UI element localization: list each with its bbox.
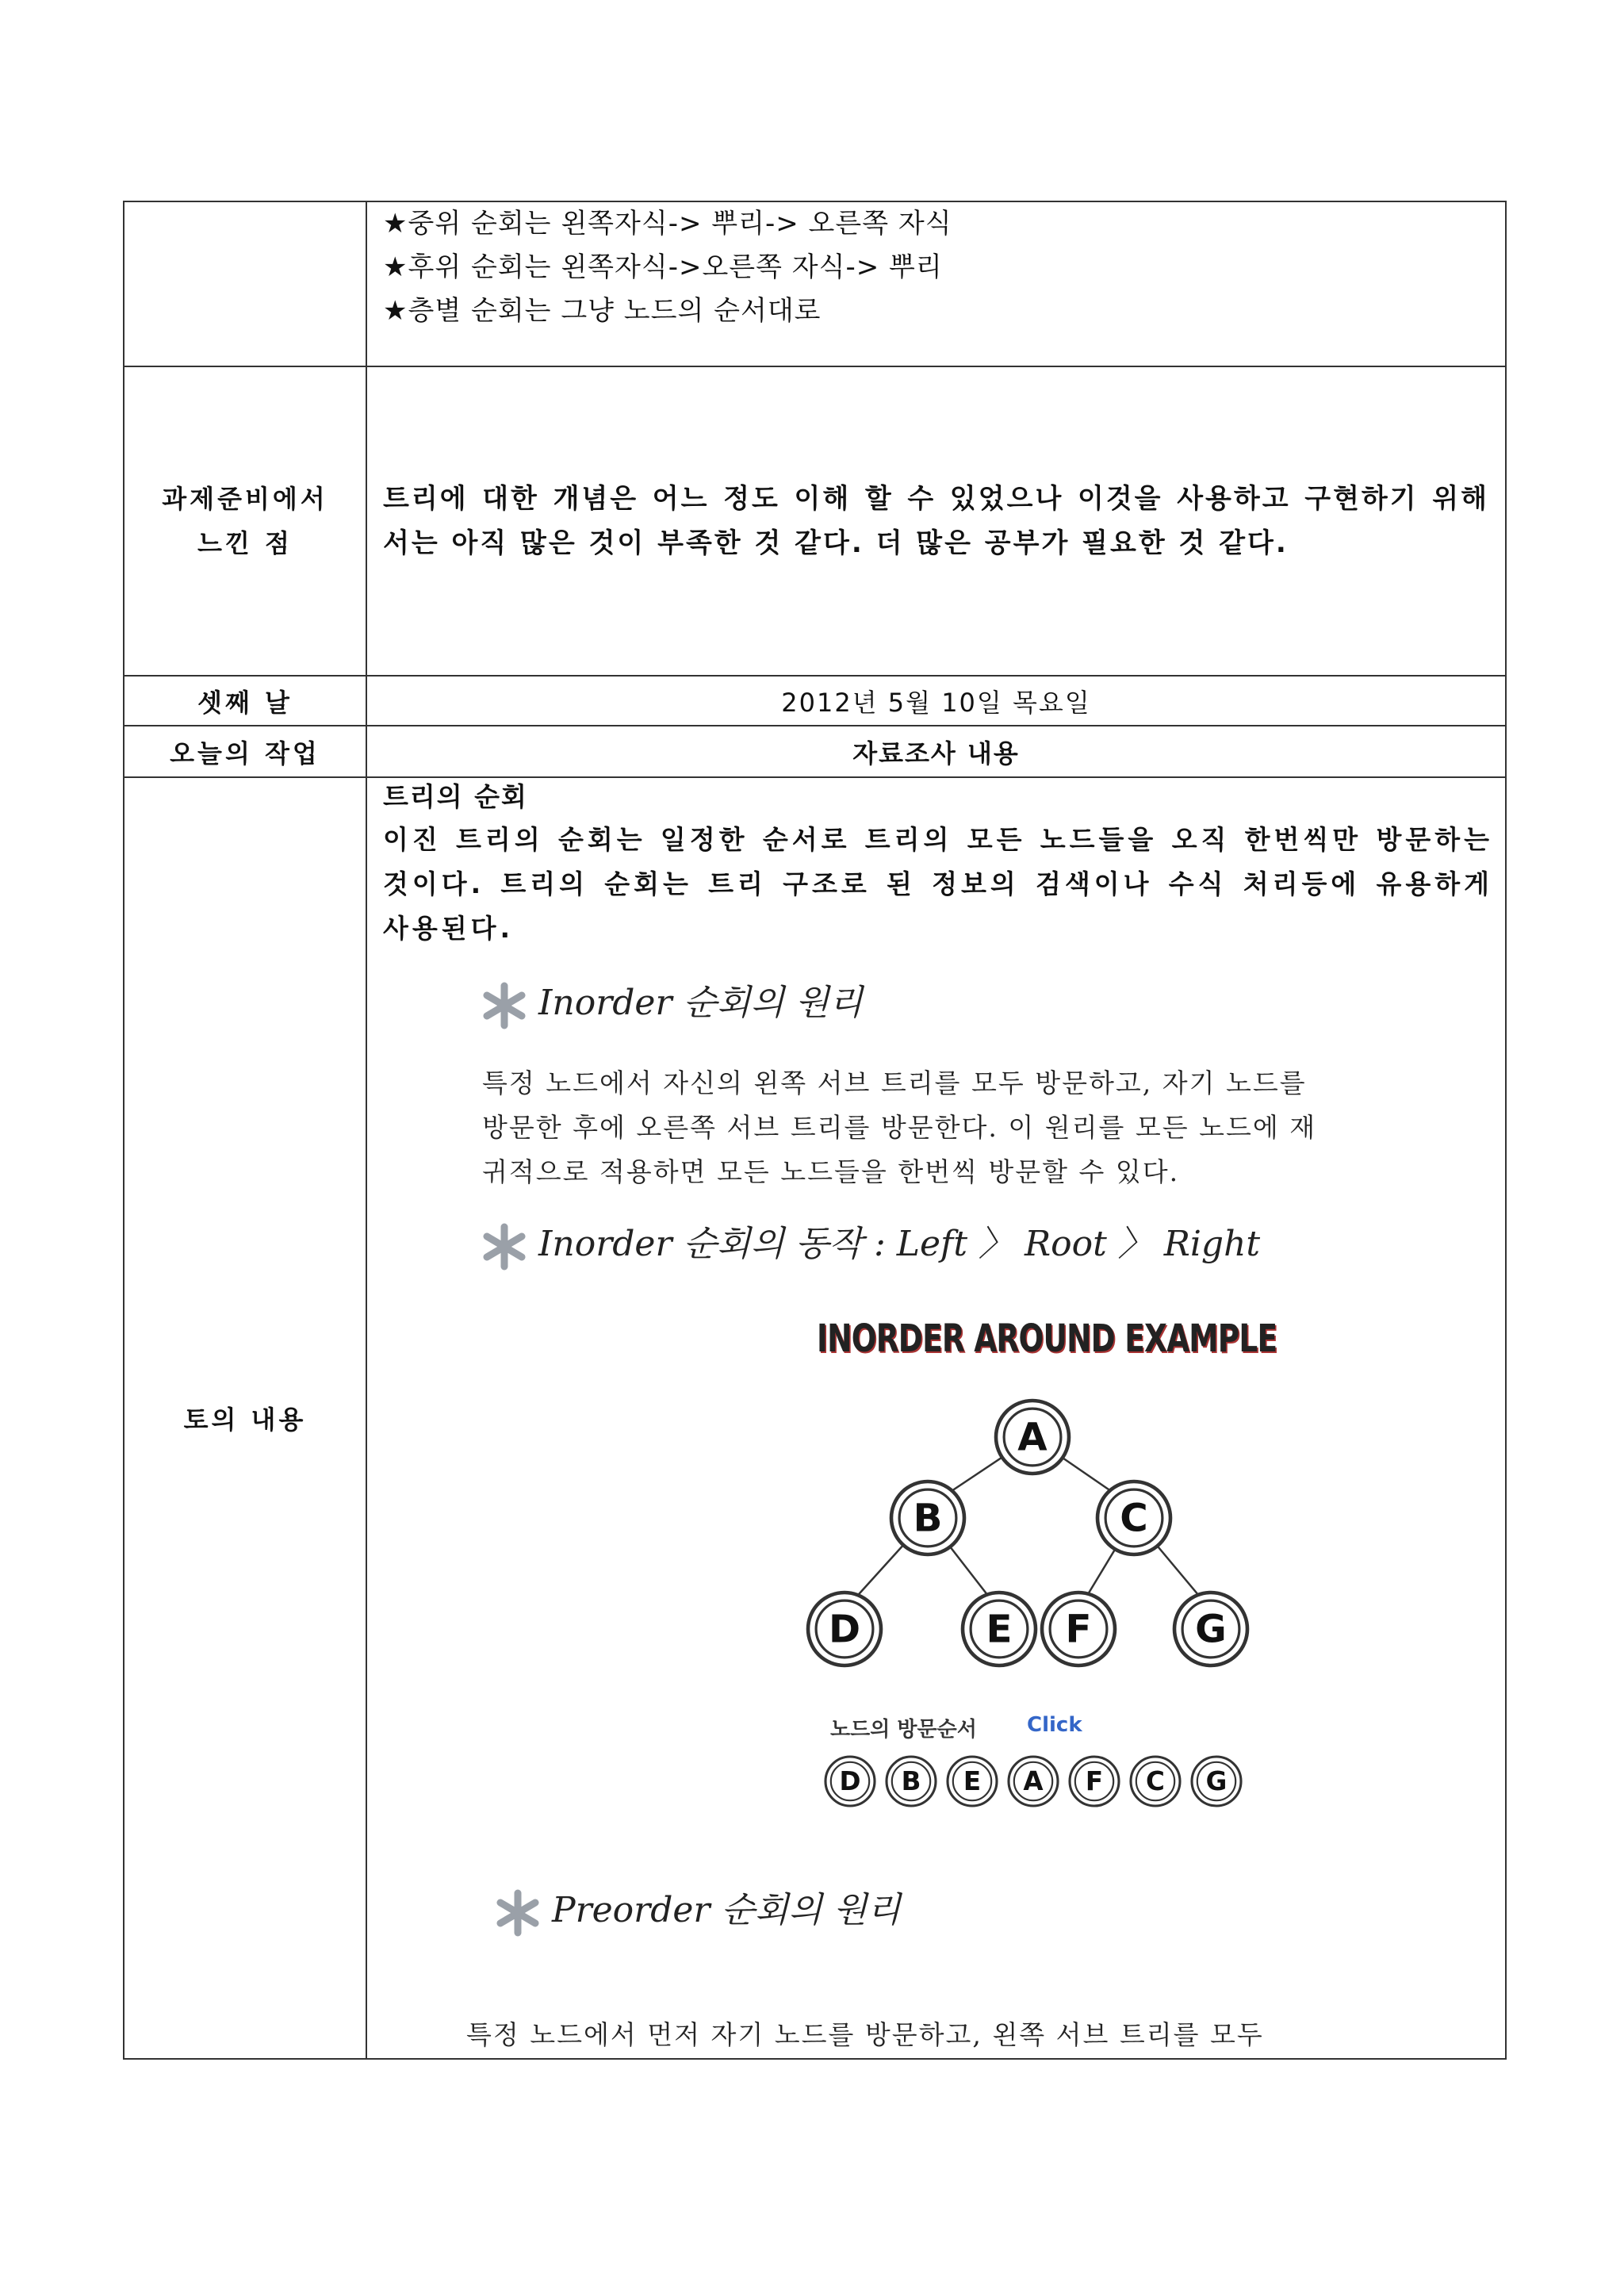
tree-node-d <box>808 1593 881 1665</box>
work-row <box>124 726 1506 777</box>
inorder-principle-heading <box>480 974 863 1030</box>
reflection-label <box>124 366 366 676</box>
click-link[interactable]: Click <box>1027 1713 1082 1737</box>
node-label: C <box>1120 1496 1148 1541</box>
reflection-row <box>124 366 1506 676</box>
inorder-action-heading <box>480 1215 1260 1271</box>
tree-svg <box>797 1317 1289 1824</box>
inorder-line: 방문한 후에 오른쪽 서브 트리를 방문한다. 이 원리를 모든 노드에 재 <box>482 1112 1317 1143</box>
tree-node-b <box>891 1481 964 1554</box>
discussion-label: 토의 내용 <box>124 777 366 2059</box>
day-date: 2012년 5월 10일 목요일 <box>366 676 1506 726</box>
preorder-principle-heading-text: Preorder 순회의 원리 <box>552 1890 901 1930</box>
node-label: A <box>1017 1415 1048 1460</box>
inorder-principle-text <box>482 1061 1316 1194</box>
node-label: G <box>1195 1607 1227 1652</box>
visit-order-nodes <box>825 1757 1241 1806</box>
traversal-summary-row <box>124 201 1506 366</box>
reflection-label-line2: 느낀 점 <box>197 528 293 558</box>
node-label: G <box>1205 1766 1228 1797</box>
tree-node-f <box>1042 1593 1115 1665</box>
node-label: E <box>963 1766 982 1797</box>
node-label: E <box>986 1607 1013 1652</box>
visit-node-c <box>1131 1757 1180 1806</box>
node-label: B <box>901 1766 921 1797</box>
work-label: 오늘의 작업 <box>124 726 366 777</box>
visit-node-f <box>1070 1757 1119 1806</box>
tree-node-a <box>996 1401 1069 1474</box>
day-row <box>124 676 1506 726</box>
inorder-line: 귀적으로 적용하면 모든 노드들을 한번씩 방문할 수 있다. <box>482 1156 1180 1187</box>
inorder-principle-heading-text: Inorder 순회의 원리 <box>538 983 863 1023</box>
traversal-summary-list <box>367 202 1505 333</box>
reflection-label-line1: 과제준비에서 <box>162 484 328 514</box>
asterisk-icon <box>493 1888 542 1938</box>
inorder-line: 특정 노드에서 자신의 왼쪽 서브 트리를 모두 방문하고, 자기 노드를 <box>482 1068 1307 1098</box>
visit-node-e <box>948 1757 997 1806</box>
visit-node-b <box>887 1757 936 1806</box>
node-label: B <box>913 1496 943 1541</box>
node-label: D <box>839 1766 861 1797</box>
inorder-action-heading-text: Inorder 순회의 동작 : Left 〉 Root 〉 Right <box>538 1224 1261 1264</box>
visit-node-a <box>1009 1757 1058 1806</box>
visit-node-g <box>1192 1757 1241 1806</box>
inorder-diagram <box>797 1317 1289 1824</box>
day-label: 셋째 날 <box>124 676 366 726</box>
traversal-summary-cell <box>366 201 1506 366</box>
summary-line: ★후위 순회는 왼쪽자식->오른쪽 자식-> 뿌리 <box>383 251 943 283</box>
node-label: F <box>1065 1607 1092 1652</box>
discussion-paragraph: 이진 트리의 순회는 일정한 순서로 트리의 모든 노드들을 오직 한번씩만 방문하는 것이다. 트리의 순회는 트리 구조로 된 정보의 검색이나 수식 처리등에 유용하게 사용된다. <box>383 824 1493 944</box>
summary-line: ★중위 순회는 왼쪽자식-> 뿌리-> 오른쪽 자식 <box>383 208 952 240</box>
reflection-text: 트리에 대한 개념은 어느 정도 이해 할 수 있었으나 이것을 사용하고 구현하기 위해서는 아직 많은 것이 부족한 것 같다. 더 많은 공부가 필요한 것 같다. <box>383 483 1489 559</box>
tree-node-c <box>1097 1481 1170 1554</box>
node-label: A <box>1023 1766 1044 1797</box>
node-label: F <box>1085 1766 1104 1797</box>
asterisk-icon <box>480 1222 529 1271</box>
tree-node-e <box>963 1593 1036 1665</box>
reflection-cell <box>366 366 1506 676</box>
discussion-title: 트리의 순회 <box>383 781 528 812</box>
diagram-title: INORDER AROUND EXAMPLE <box>817 1317 1277 1361</box>
asterisk-icon <box>480 981 529 1030</box>
work-value: 자료조사 내용 <box>366 726 1506 777</box>
summary-line: ★층별 순회는 그냥 노드의 순서대로 <box>383 295 822 327</box>
tree-nodes <box>808 1401 1247 1665</box>
node-label: D <box>828 1607 861 1652</box>
visit-node-d <box>825 1757 875 1806</box>
tree-node-g <box>1174 1593 1247 1665</box>
empty-label-cell <box>124 201 366 366</box>
visit-order-label: 노드의 방문순서 <box>830 1718 977 1742</box>
node-label: C <box>1146 1766 1165 1797</box>
preorder-text: 특정 노드에서 먼저 자기 노드를 방문하고, 왼쪽 서브 트리를 모두 <box>466 2019 1264 2050</box>
preorder-principle-heading <box>493 1881 901 1938</box>
